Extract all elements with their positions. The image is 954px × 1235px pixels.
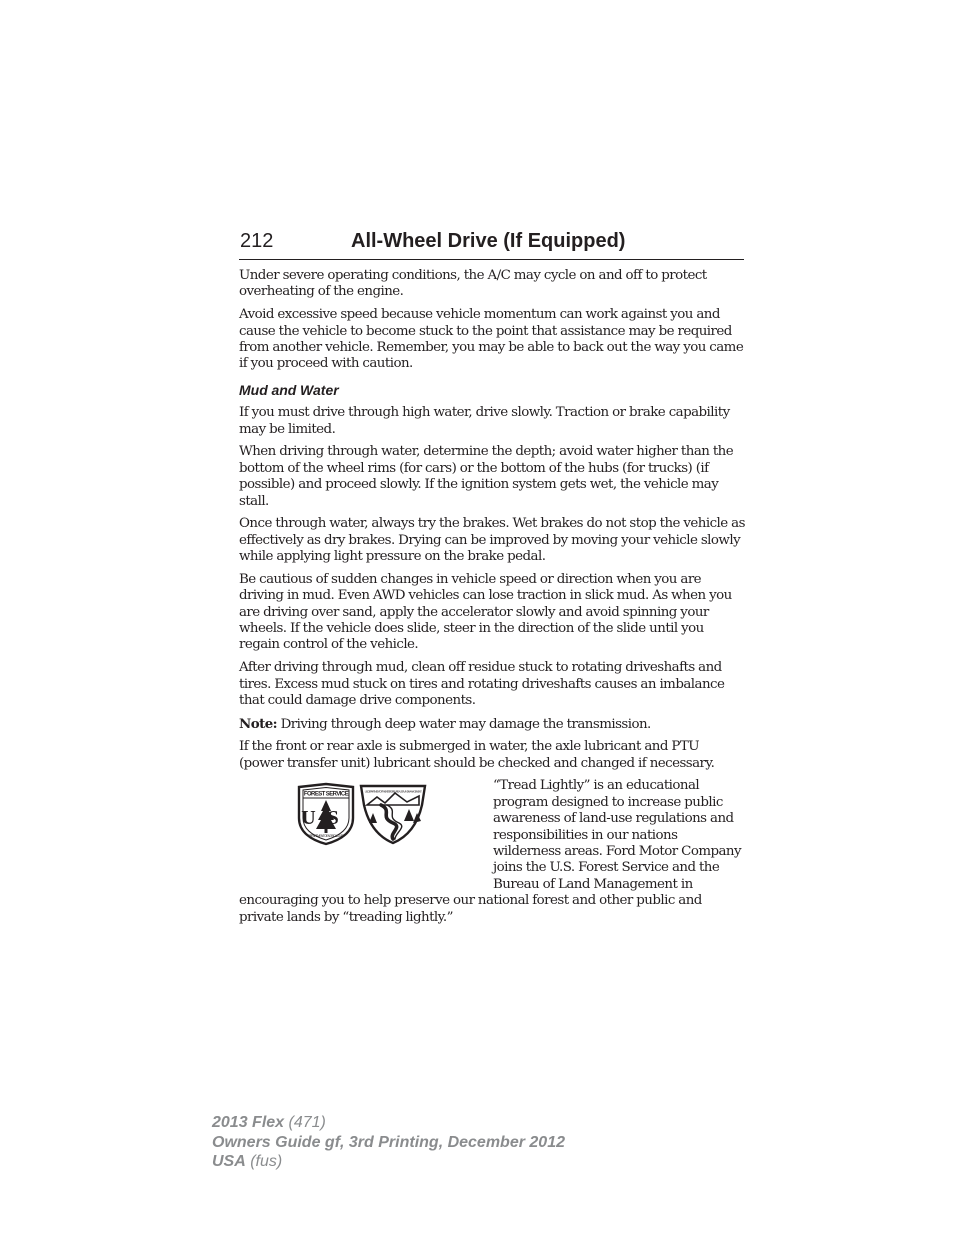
note-label: Note: bbox=[239, 715, 278, 732]
footer-guide: Owners Guide gf, 3rd Printing, December 2012 bbox=[212, 1133, 565, 1151]
footer-model-code: (471) bbox=[284, 1114, 326, 1131]
forest-service-top-text: FOREST SERVICE bbox=[303, 791, 349, 798]
paragraph-mud-driving: Be cautious of sudden changes in vehicle speed or direction when you are driving in mud. Even AWD vehicles can lose traction in slick mud. As when you are driving over sand, apply the accelerator slowly and avoid spinning your wheels. If the vehicle does slide, steer in the direction of the slide until you regain control of the vehicle. bbox=[239, 571, 732, 653]
note-paragraph bbox=[239, 716, 745, 733]
paragraph-water-depth: When driving through water, determine the depth; avoid water higher than the bottom of the wheel rims (for cars) or the bottom of the hubs (for trucks) (if possible) and proceed slowly. If the ignition system gets wet, the vehicle may stall. bbox=[239, 444, 734, 509]
blm-text: U.S. DEPARTMENT OF THE INTERIOR BUREAU OF LAND MANAGEMENT bbox=[364, 790, 422, 794]
paragraph-axle-submerged: If the front or rear axle is submerged in water, the axle lubricant and PTU (power transfer unit) lubricant should be checked and changed if necessary. bbox=[239, 739, 715, 771]
paragraph-wet-brakes: Once through water, always try the brakes. Wet brakes do not stop the vehicle as effectively as dry brakes. Drying can be improved by moving your vehicle slowly while applying light pressure on the brake pedal. bbox=[239, 516, 745, 565]
body-text bbox=[239, 268, 745, 932]
paragraph-mud-cleanup: After driving through mud, clean off residue stuck to rotating driveshafts and tires. Excess mud stuck on tires and rotating driveshafts causes an imbalance that could damage drive components. bbox=[239, 660, 725, 708]
footer-market-line bbox=[212, 1152, 565, 1172]
forest-service-shield-icon bbox=[297, 782, 355, 846]
subheading-mud-and-water: Mud and Water bbox=[239, 381, 339, 398]
paragraph-excessive-speed: Avoid excessive speed because vehicle momentum can work against you and cause the vehicle to become stuck to the point that assistance may be required from another vehicle. Remember, you may be able to back out the way you came if you proceed with caution. bbox=[239, 307, 744, 372]
note-text: Driving through deep water may damage the transmission. bbox=[277, 716, 651, 732]
agency-logos bbox=[239, 778, 493, 878]
page-number: 212 bbox=[240, 230, 274, 252]
footer-market: USA bbox=[212, 1153, 246, 1170]
forest-service-bottom-text: DEPARTMENT OF AGRICULTURE bbox=[307, 834, 345, 839]
paragraph-ac-cycle: Under severe operating conditions, the A/C may cycle on and off to protect overheating of the engine. bbox=[239, 268, 707, 300]
forest-service-letters: US bbox=[301, 807, 351, 830]
section-title: All-Wheel Drive (If Equipped) bbox=[351, 230, 626, 252]
blm-shield-icon bbox=[359, 783, 427, 845]
footer-model: 2013 Flex bbox=[212, 1114, 285, 1131]
footer-model-line bbox=[212, 1113, 565, 1133]
page-footer bbox=[212, 1113, 565, 1172]
page-header bbox=[239, 228, 744, 260]
paragraph-high-water: If you must drive through high water, drive slowly. Traction or brake capability may be limited. bbox=[239, 405, 730, 437]
paragraph-tread-lightly: “Tread Lightly” is an educational program designed to increase public awareness of land-use regulations and responsibilities in our nations wilderness areas. Ford Motor Company joins the U.S. Forest Service and the Bureau of Land Management in encouraging you to help preserve our national forest and other public and private lands by “treading lightly.” bbox=[239, 778, 742, 925]
footer-market-code: (fus) bbox=[245, 1153, 283, 1170]
